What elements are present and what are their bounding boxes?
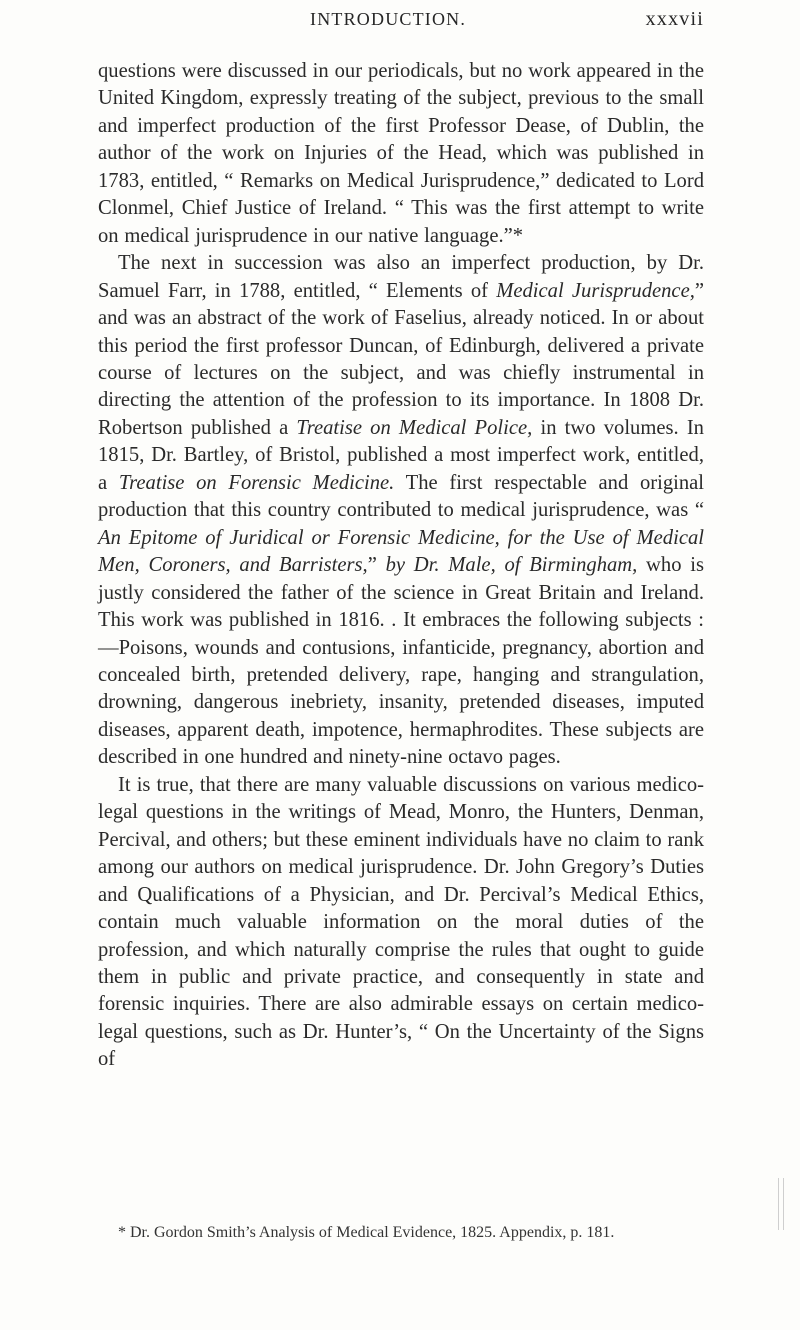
paragraph [98, 772, 704, 1074]
italic-text: An Epitome of Juridical or Forensic Medicine, for the Use of Medical Men, Coroners, and Barristers, [98, 526, 704, 577]
text-run: in two volumes. In 1815, Dr. Bartley, of Bristol, published a most imperfect work, entitled, a [98, 416, 704, 494]
paragraph [98, 250, 704, 772]
footnote-text: * Dr. Gordon Smith’s Analysis of Medical Evidence, 1825. Appendix, p. 181. [118, 1224, 615, 1241]
italic-text: by Dr. Male, of Birmingham, [385, 554, 638, 577]
text-run: who is justly considered the father of the science in Great Britain and Ireland. This work was published in 1816. . It embraces the following subjects :—Poisons, wounds and contusions, infanticide, pregnancy, abortion and concealed birth, pretended delivery, rape, hanging and strangulation, drowning, dangerous inebriety, insanity, pretended diseases, imputed diseases, apparent death, impotence, hermaphrodites. These subjects are described in one hundred and ninety-nine octavo pages. [98, 554, 704, 769]
running-header [310, 8, 704, 31]
text-run: ” and was an abstract of the work of Faselius, already noticed. In or about this period the first professor Duncan, of Edinburgh, delivered a private course of lectures on the subject, and was chiefly instrumental in directing the attention of the profession to its importance. In 1808 Dr. Robertson published a [98, 279, 704, 439]
text-run: It is true, that there are many valuable discussions on various medico-legal questions in the writings of Mead, Monro, the Hunters, Denman, Percival, and others; but these eminent individuals have no claim to rank among our authors on medical jurisprudence. Dr. John Gregory’s Duties and Qualifications of a Physician, and Dr. Percival’s Medical Ethics, contain much valuable information on the moral duties of the profession, and which naturally comprise the rules that ought to guide them in public and private practice, and consequently in state and forensic inquiries. There are also admirable essays on certain medico-legal questions, such as Dr. Hunter’s, “ On the Uncertainty of the Signs of [98, 773, 704, 1071]
italic-text: Treatise on Medical Police, [296, 416, 533, 439]
text-run: questions were discussed in our periodicals, but no work appeared in the United Kingdom, expressly treating of the subject, previous to the small and imperfect production of the first Professor Dease, of Dublin, the author of the work on Injuries of the Head, which was published in 1783, entitled, “ Remarks on Medical Jurisprudence,” dedicated to Lord Clonmel, Chief Justice of Ireland. “ This was the first attempt to write on medical jurisprudence in our native language.”* [98, 60, 704, 247]
footnote [98, 1223, 704, 1243]
running-title: INTRODUCTION. [310, 9, 467, 29]
text-run: The first respectable and original production that this country contributed to medical jurisprudence, was “ [98, 471, 705, 522]
page-edge-mark [778, 1178, 784, 1230]
italic-text: Treatise on Forensic Medicine. [118, 471, 395, 494]
body-text [98, 58, 704, 1074]
text-run: ” [367, 554, 386, 577]
paragraph [98, 58, 704, 250]
italic-text: Medical Jurisprudence, [496, 279, 695, 302]
text-run: The next in succession was also an imperfect production, by Dr. Samuel Farr, in 1788, entitled, “ Elements of [98, 252, 704, 302]
page-number: xxxvii [645, 8, 704, 30]
